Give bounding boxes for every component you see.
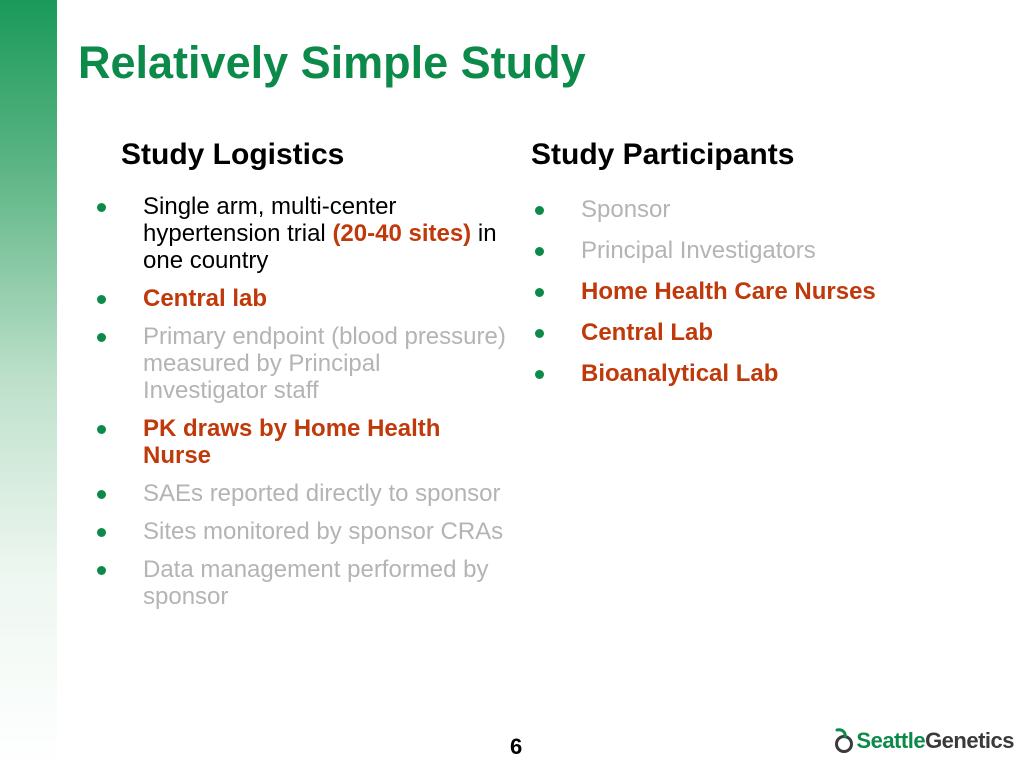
list-item-text: PK draws by Home Health Nurse — [143, 415, 441, 469]
study-participants-heading: Study Participants — [531, 138, 795, 171]
list-item — [534, 278, 994, 305]
slide-title: Relatively Simple Study — [78, 37, 586, 88]
logo-text-seattle: Seattle — [856, 728, 926, 753]
list-item-text: Bioanalytical Lab — [581, 360, 779, 387]
list-item-text: Sites monitored by sponsor CRAs — [143, 518, 504, 545]
list-item — [534, 360, 994, 387]
bullet-icon — [535, 206, 544, 215]
study-logistics-list — [96, 193, 506, 621]
list-item-text: Home Health Care Nurses — [581, 278, 876, 305]
list-item — [96, 518, 506, 545]
site-count-highlight: (20-40 sites) — [332, 220, 472, 247]
list-item — [96, 193, 506, 274]
list-item — [96, 415, 506, 469]
bullet-icon — [97, 203, 106, 212]
list-item-text: Sponsor — [581, 196, 671, 223]
bullet-icon — [97, 566, 106, 575]
list-item — [534, 319, 994, 346]
bullet-icon — [97, 490, 106, 499]
list-item — [534, 237, 994, 264]
study-logistics-heading: Study Logistics — [121, 138, 345, 171]
page-number: 6 — [510, 734, 523, 759]
bullet-icon — [97, 333, 106, 342]
bullet-icon — [97, 425, 106, 434]
list-item — [534, 196, 994, 223]
bullet-icon — [535, 247, 544, 256]
list-item-text: Central lab — [143, 285, 268, 312]
list-item-text: Single arm, multi-center hypertension trial (20-40 sites) in one country — [143, 193, 497, 274]
list-item — [96, 556, 506, 610]
list-item-text: Central Lab — [581, 319, 714, 346]
bullet-icon — [97, 295, 106, 304]
list-item — [96, 323, 506, 404]
list-item-text: Principal Investigators — [581, 237, 816, 264]
logo-text-genetics: Genetics — [925, 728, 1014, 753]
seattle-genetics-logo — [833, 728, 1014, 754]
seattle-genetics-swirl-icon — [833, 728, 855, 754]
bullet-icon — [535, 288, 544, 297]
bullet-icon — [97, 528, 106, 537]
list-item-text: Data management performed by sponsor — [143, 556, 489, 610]
bullet-icon — [535, 370, 544, 379]
list-item-text: SAEs reported directly to sponsor — [143, 480, 501, 507]
list-item — [96, 480, 506, 507]
list-item-text: Primary endpoint (blood pressure) measured by Principal Investigator staff — [143, 323, 506, 404]
bullet-icon — [535, 329, 544, 338]
green-side-bar — [0, 0, 57, 768]
list-item — [96, 285, 506, 312]
study-participants-list — [534, 196, 994, 401]
